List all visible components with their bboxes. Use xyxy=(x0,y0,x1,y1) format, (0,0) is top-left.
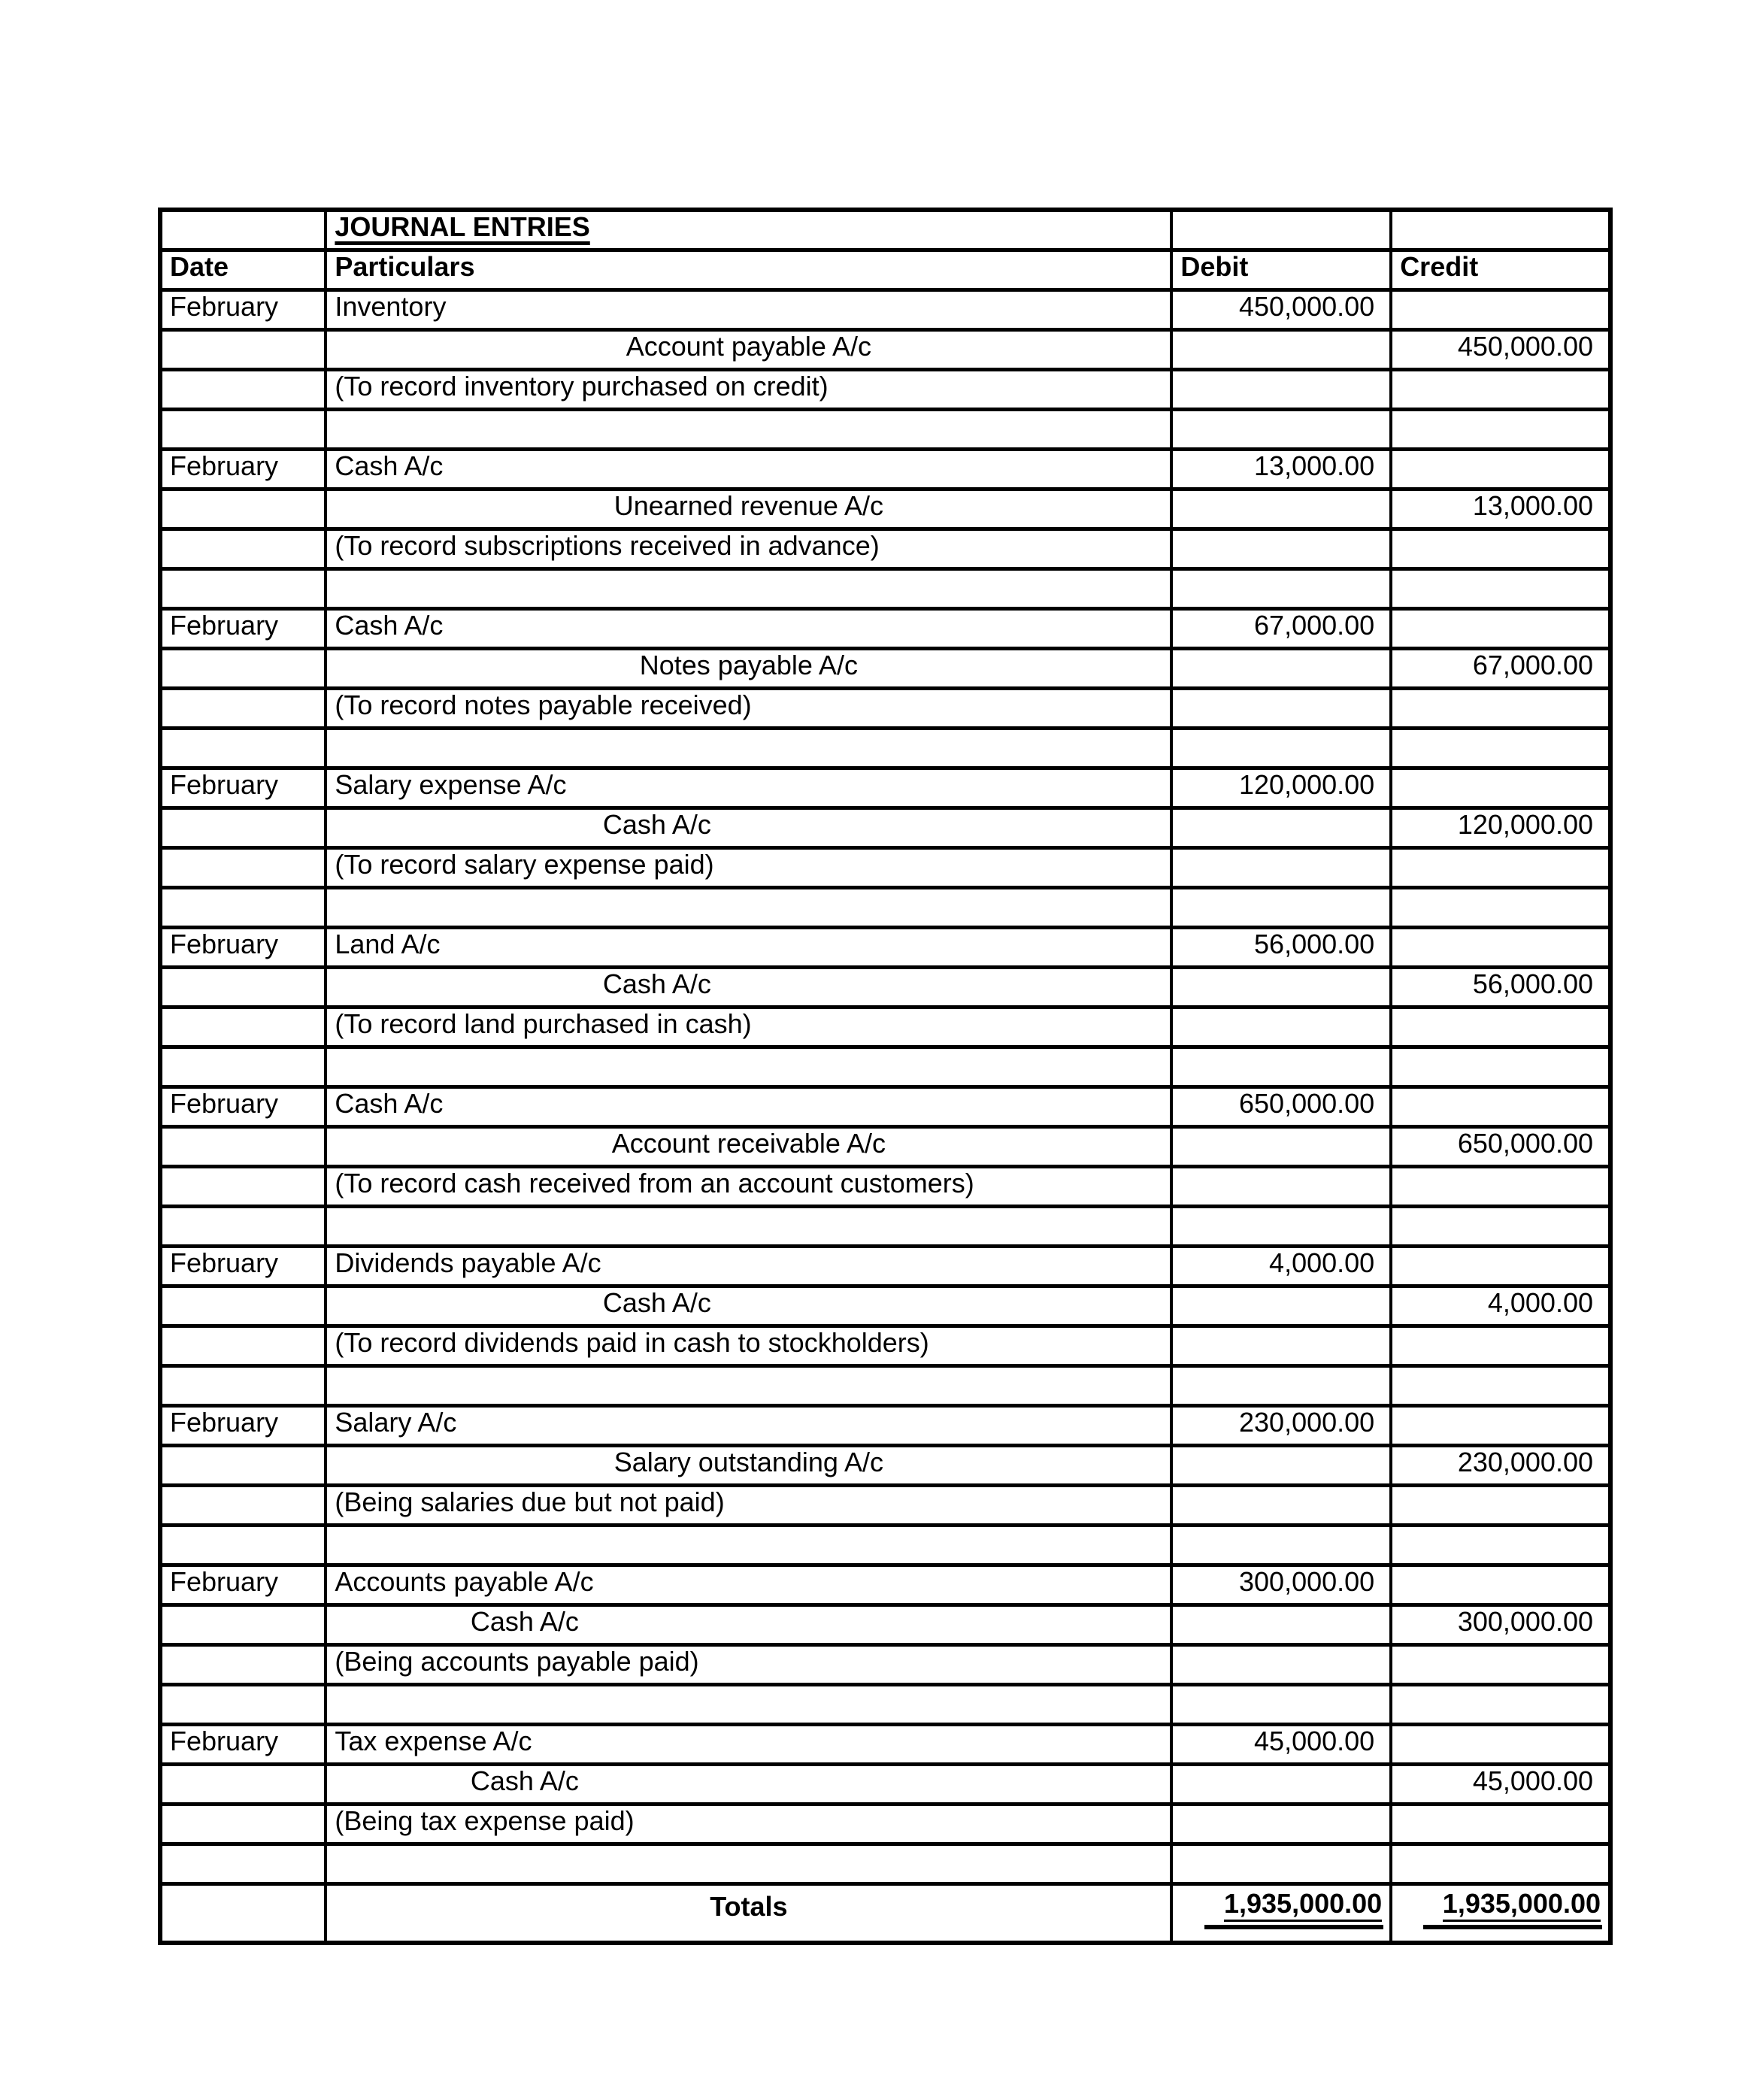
title-credit-empty-cell xyxy=(1392,212,1608,252)
entry-9-narration-credit-empty-cell xyxy=(1392,1647,1608,1686)
entry-4-spacer-particulars-cell xyxy=(327,889,1173,929)
entry-2-narration-date-empty-cell xyxy=(162,531,327,571)
entry-3-debit-amount-cell: 67,000.00 xyxy=(1173,611,1392,650)
entry-3-spacer-credit-cell xyxy=(1392,730,1608,770)
entry-4-spacer-date-cell xyxy=(162,889,327,929)
entry-3-narration-row xyxy=(162,690,1608,730)
entry-2-debit-account-cell: Cash A/c xyxy=(327,451,1173,491)
entry-5-credit-date-empty-cell xyxy=(162,969,327,1009)
totals-credit-underline xyxy=(1423,1889,1602,1929)
entry-8-credit-account-text: Salary outstanding A/c xyxy=(613,1447,883,1478)
entry-10-debit-amount-empty-cell xyxy=(1173,1766,1392,1806)
entry-7-spacer-date-cell xyxy=(162,1368,327,1408)
entry-7-credit-date-empty-cell xyxy=(162,1288,327,1328)
journal-title: JOURNAL ENTRIES xyxy=(335,212,590,243)
entry-8-debit-amount-empty-cell xyxy=(1173,1447,1392,1487)
entry-10-narration-cell: (Being tax expense paid) xyxy=(327,1806,1173,1846)
entry-3-credit-row xyxy=(162,650,1608,690)
entry-1-narration-credit-empty-cell xyxy=(1392,371,1608,411)
entry-7-spacer-particulars-cell xyxy=(327,1368,1173,1408)
entry-5-credit-amount-empty-cell xyxy=(1392,929,1608,969)
entry-1-narration-debit-empty-cell xyxy=(1173,371,1392,411)
entry-1-debit-account-cell: Inventory xyxy=(327,292,1173,332)
entry-6-debit-amount-cell: 650,000.00 xyxy=(1173,1089,1392,1129)
entry-3-spacer-debit-cell xyxy=(1173,730,1392,770)
entry-9-narration-row xyxy=(162,1647,1608,1686)
entry-6-credit-date-empty-cell xyxy=(162,1129,327,1168)
entry-8-narration-cell: (Being salaries due but not paid) xyxy=(327,1487,1173,1527)
entry-7-debit-amount-empty-cell xyxy=(1173,1288,1392,1328)
col-header-date: Date xyxy=(162,252,327,292)
entry-6-narration-row xyxy=(162,1168,1608,1208)
entry-8-spacer-row xyxy=(162,1527,1608,1567)
entry-1-credit-row xyxy=(162,332,1608,371)
entry-5-spacer-debit-cell xyxy=(1173,1049,1392,1089)
entry-2-narration-credit-empty-cell xyxy=(1392,531,1608,571)
entry-2-credit-account-text: Unearned revenue A/c xyxy=(613,491,883,522)
journal-entries-table xyxy=(158,208,1613,1945)
entry-1-debit-amount-cell: 450,000.00 xyxy=(1173,292,1392,332)
totals-label-cell xyxy=(327,1886,1173,1941)
entry-1-narration-cell: (To record inventory purchased on credit) xyxy=(327,371,1173,411)
entry-3-spacer-date-cell xyxy=(162,730,327,770)
entry-9-debit-amount-empty-cell xyxy=(1173,1607,1392,1647)
entry-2-spacer-row xyxy=(162,571,1608,611)
entry-6-spacer-credit-cell xyxy=(1392,1208,1608,1248)
totals-credit-amount: 1,935,000.00 xyxy=(1443,1889,1601,1922)
entry-4-debit-amount-empty-cell xyxy=(1173,810,1392,850)
entry-2-credit-row xyxy=(162,491,1608,531)
entry-7-spacer-row xyxy=(162,1368,1608,1408)
entry-3-debit-account-cell: Cash A/c xyxy=(327,611,1173,650)
entry-9-spacer-row xyxy=(162,1686,1608,1726)
entry-1-spacer-debit-cell xyxy=(1173,411,1392,451)
col-header-debit: Debit xyxy=(1173,252,1392,292)
entry-2-spacer-credit-cell xyxy=(1392,571,1608,611)
entry-8-credit-amount-cell: 230,000.00 xyxy=(1392,1447,1608,1487)
entry-10-spacer-particulars-cell xyxy=(327,1846,1173,1886)
entry-4-narration-debit-empty-cell xyxy=(1173,850,1392,889)
entry-5-narration-date-empty-cell xyxy=(162,1009,327,1049)
entry-9-narration-debit-empty-cell xyxy=(1173,1647,1392,1686)
entry-6-spacer-date-cell xyxy=(162,1208,327,1248)
entry-5-debit-account-cell: Land A/c xyxy=(327,929,1173,969)
entry-2-credit-amount-cell: 13,000.00 xyxy=(1392,491,1608,531)
entry-1-spacer-row xyxy=(162,411,1608,451)
totals-label: Totals xyxy=(710,1890,788,1922)
entry-3-narration-debit-empty-cell xyxy=(1173,690,1392,730)
entry-1-credit-account-text: Account payable A/c xyxy=(626,332,871,362)
entry-2-narration-row xyxy=(162,531,1608,571)
entry-9-spacer-particulars-cell xyxy=(327,1686,1173,1726)
entry-7-narration-cell: (To record dividends paid in cash to stockholders) xyxy=(327,1328,1173,1368)
entry-7-narration-credit-empty-cell xyxy=(1392,1328,1608,1368)
entry-9-narration-cell: (Being accounts payable paid) xyxy=(327,1647,1173,1686)
entry-1-credit-amount-cell: 450,000.00 xyxy=(1392,332,1608,371)
entry-1-narration-row xyxy=(162,371,1608,411)
entry-6-date-cell: February xyxy=(162,1089,327,1129)
entry-5-narration-debit-empty-cell xyxy=(1173,1009,1392,1049)
entry-10-narration-credit-empty-cell xyxy=(1392,1806,1608,1846)
entry-7-debit-row xyxy=(162,1248,1608,1288)
entry-4-date-cell: February xyxy=(162,770,327,810)
entry-4-narration-cell: (To record salary expense paid) xyxy=(327,850,1173,889)
entry-9-credit-row xyxy=(162,1607,1608,1647)
entry-3-spacer-row xyxy=(162,730,1608,770)
entry-10-narration-debit-empty-cell xyxy=(1173,1806,1392,1846)
totals-row xyxy=(162,1886,1608,1941)
totals-debit-underline xyxy=(1204,1889,1383,1929)
column-header-row xyxy=(162,252,1608,292)
entry-2-debit-amount-cell: 13,000.00 xyxy=(1173,451,1392,491)
entry-4-credit-amount-empty-cell xyxy=(1392,770,1608,810)
entry-2-credit-account-cell xyxy=(327,491,1173,531)
entry-8-debit-account-cell: Salary A/c xyxy=(327,1408,1173,1447)
entry-4-credit-row xyxy=(162,810,1608,850)
entry-10-debit-account-cell: Tax expense A/c xyxy=(327,1726,1173,1766)
entry-7-date-cell: February xyxy=(162,1248,327,1288)
entry-7-credit-account-cell xyxy=(327,1288,1173,1328)
entry-2-spacer-particulars-cell xyxy=(327,571,1173,611)
entry-1-credit-amount-empty-cell xyxy=(1392,292,1608,332)
entry-10-narration-row xyxy=(162,1806,1608,1846)
entry-6-narration-credit-empty-cell xyxy=(1392,1168,1608,1208)
entry-5-narration-cell: (To record land purchased in cash) xyxy=(327,1009,1173,1049)
entry-1-spacer-credit-cell xyxy=(1392,411,1608,451)
entry-10-date-cell: February xyxy=(162,1726,327,1766)
entry-6-credit-amount-cell: 650,000.00 xyxy=(1392,1129,1608,1168)
entry-7-spacer-credit-cell xyxy=(1392,1368,1608,1408)
entry-2-narration-cell: (To record subscriptions received in advance) xyxy=(327,531,1173,571)
entry-5-debit-amount-empty-cell xyxy=(1173,969,1392,1009)
entry-9-credit-amount-empty-cell xyxy=(1392,1567,1608,1607)
entry-7-spacer-debit-cell xyxy=(1173,1368,1392,1408)
entry-3-narration-date-empty-cell xyxy=(162,690,327,730)
entry-6-narration-cell: (To record cash received from an account customers) xyxy=(327,1168,1173,1208)
entry-1-spacer-date-cell xyxy=(162,411,327,451)
entry-6-debit-account-cell: Cash A/c xyxy=(327,1089,1173,1129)
entry-3-debit-amount-empty-cell xyxy=(1173,650,1392,690)
entry-3-credit-account-cell xyxy=(327,650,1173,690)
col-header-credit: Credit xyxy=(1392,252,1608,292)
entry-8-spacer-debit-cell xyxy=(1173,1527,1392,1567)
entry-5-credit-amount-cell: 56,000.00 xyxy=(1392,969,1608,1009)
title-date-empty-cell xyxy=(162,212,327,252)
entry-7-narration-debit-empty-cell xyxy=(1173,1328,1392,1368)
entry-10-credit-amount-cell: 45,000.00 xyxy=(1392,1766,1608,1806)
entry-5-narration-row xyxy=(162,1009,1608,1049)
entry-10-credit-account-text: Cash A/c xyxy=(470,1766,579,1797)
entry-8-spacer-particulars-cell xyxy=(327,1527,1173,1567)
entry-9-debit-row xyxy=(162,1567,1608,1607)
entry-1-credit-date-empty-cell xyxy=(162,332,327,371)
entry-4-debit-amount-cell: 120,000.00 xyxy=(1173,770,1392,810)
entry-10-spacer-debit-cell xyxy=(1173,1846,1392,1886)
entry-4-narration-credit-empty-cell xyxy=(1392,850,1608,889)
totals-credit-cell xyxy=(1392,1886,1608,1941)
title-debit-empty-cell xyxy=(1173,212,1392,252)
entry-8-date-cell: February xyxy=(162,1408,327,1447)
entry-8-credit-date-empty-cell xyxy=(162,1447,327,1487)
entry-10-credit-row xyxy=(162,1766,1608,1806)
entry-5-spacer-row xyxy=(162,1049,1608,1089)
entry-3-debit-row xyxy=(162,611,1608,650)
entry-10-spacer-credit-cell xyxy=(1392,1846,1608,1886)
entry-2-spacer-debit-cell xyxy=(1173,571,1392,611)
entry-3-narration-credit-empty-cell xyxy=(1392,690,1608,730)
entry-4-narration-date-empty-cell xyxy=(162,850,327,889)
entry-1-credit-account-cell xyxy=(327,332,1173,371)
entry-6-credit-account-cell xyxy=(327,1129,1173,1168)
entry-10-spacer-row xyxy=(162,1846,1608,1886)
entry-2-narration-debit-empty-cell xyxy=(1173,531,1392,571)
entry-4-credit-account-cell xyxy=(327,810,1173,850)
totals-debit-cell xyxy=(1173,1886,1392,1941)
entry-8-spacer-date-cell xyxy=(162,1527,327,1567)
entry-3-narration-cell: (To record notes payable received) xyxy=(327,690,1173,730)
entry-10-spacer-date-cell xyxy=(162,1846,327,1886)
entry-7-narration-date-empty-cell xyxy=(162,1328,327,1368)
entry-7-credit-account-text: Cash A/c xyxy=(602,1288,711,1319)
entry-10-credit-account-cell xyxy=(327,1766,1173,1806)
entry-10-narration-date-empty-cell xyxy=(162,1806,327,1846)
entry-9-debit-amount-cell: 300,000.00 xyxy=(1173,1567,1392,1607)
entry-8-credit-account-cell xyxy=(327,1447,1173,1487)
entry-5-credit-account-text: Cash A/c xyxy=(602,969,711,1000)
entry-2-debit-row xyxy=(162,451,1608,491)
entry-9-spacer-debit-cell xyxy=(1173,1686,1392,1726)
entry-9-credit-date-empty-cell xyxy=(162,1607,327,1647)
entry-7-narration-row xyxy=(162,1328,1608,1368)
entry-6-credit-amount-empty-cell xyxy=(1392,1089,1608,1129)
journal-entries-body xyxy=(162,292,1608,1886)
entry-6-debit-amount-empty-cell xyxy=(1173,1129,1392,1168)
entry-3-credit-amount-empty-cell xyxy=(1392,611,1608,650)
entry-5-spacer-particulars-cell xyxy=(327,1049,1173,1089)
col-header-particulars: Particulars xyxy=(327,252,1173,292)
entry-5-narration-credit-empty-cell xyxy=(1392,1009,1608,1049)
entry-1-debit-amount-empty-cell xyxy=(1173,332,1392,371)
entry-8-debit-amount-cell: 230,000.00 xyxy=(1173,1408,1392,1447)
entry-6-credit-row xyxy=(162,1129,1608,1168)
entry-2-credit-amount-empty-cell xyxy=(1392,451,1608,491)
entry-9-spacer-date-cell xyxy=(162,1686,327,1726)
title-row xyxy=(162,212,1608,252)
entry-8-narration-row xyxy=(162,1487,1608,1527)
entry-4-narration-row xyxy=(162,850,1608,889)
entry-7-credit-amount-cell: 4,000.00 xyxy=(1392,1288,1608,1328)
entry-8-narration-credit-empty-cell xyxy=(1392,1487,1608,1527)
entry-9-credit-account-cell xyxy=(327,1607,1173,1647)
entry-1-debit-row xyxy=(162,292,1608,332)
entry-8-debit-row xyxy=(162,1408,1608,1447)
entry-4-debit-row xyxy=(162,770,1608,810)
entry-4-spacer-row xyxy=(162,889,1608,929)
entry-7-debit-account-cell: Dividends payable A/c xyxy=(327,1248,1173,1288)
entry-1-date-cell: February xyxy=(162,292,327,332)
entry-7-credit-row xyxy=(162,1288,1608,1328)
entry-4-credit-account-text: Cash A/c xyxy=(602,810,711,841)
entry-6-credit-account-text: Account receivable A/c xyxy=(611,1129,886,1159)
entry-4-credit-amount-cell: 120,000.00 xyxy=(1392,810,1608,850)
entry-7-credit-amount-empty-cell xyxy=(1392,1248,1608,1288)
entry-10-credit-date-empty-cell xyxy=(162,1766,327,1806)
entry-2-date-cell: February xyxy=(162,451,327,491)
entry-6-spacer-row xyxy=(162,1208,1608,1248)
entry-8-spacer-credit-cell xyxy=(1392,1527,1608,1567)
entry-10-debit-row xyxy=(162,1726,1608,1766)
entry-3-credit-amount-cell: 67,000.00 xyxy=(1392,650,1608,690)
entry-6-narration-date-empty-cell xyxy=(162,1168,327,1208)
entry-1-narration-date-empty-cell xyxy=(162,371,327,411)
entry-4-spacer-credit-cell xyxy=(1392,889,1608,929)
entry-9-spacer-credit-cell xyxy=(1392,1686,1608,1726)
entry-7-debit-amount-cell: 4,000.00 xyxy=(1173,1248,1392,1288)
entry-6-spacer-particulars-cell xyxy=(327,1208,1173,1248)
entry-8-narration-date-empty-cell xyxy=(162,1487,327,1527)
entry-8-credit-row xyxy=(162,1447,1608,1487)
entry-9-date-cell: February xyxy=(162,1567,327,1607)
entry-6-debit-row xyxy=(162,1089,1608,1129)
journal-title-cell xyxy=(327,212,1173,252)
entry-3-spacer-particulars-cell xyxy=(327,730,1173,770)
entry-5-date-cell: February xyxy=(162,929,327,969)
entry-10-debit-amount-cell: 45,000.00 xyxy=(1173,1726,1392,1766)
entry-3-credit-date-empty-cell xyxy=(162,650,327,690)
entry-8-narration-debit-empty-cell xyxy=(1173,1487,1392,1527)
entry-2-credit-date-empty-cell xyxy=(162,491,327,531)
entry-3-date-cell: February xyxy=(162,611,327,650)
entry-9-credit-amount-cell: 300,000.00 xyxy=(1392,1607,1608,1647)
entry-3-credit-account-text: Notes payable A/c xyxy=(639,650,858,681)
entry-5-credit-row xyxy=(162,969,1608,1009)
entry-4-credit-date-empty-cell xyxy=(162,810,327,850)
entry-9-credit-account-text: Cash A/c xyxy=(470,1607,579,1638)
entry-4-debit-account-cell: Salary expense A/c xyxy=(327,770,1173,810)
entry-9-narration-date-empty-cell xyxy=(162,1647,327,1686)
entry-2-debit-amount-empty-cell xyxy=(1173,491,1392,531)
totals-debit-amount: 1,935,000.00 xyxy=(1224,1889,1382,1922)
entry-10-credit-amount-empty-cell xyxy=(1392,1726,1608,1766)
entry-9-debit-account-cell: Accounts payable A/c xyxy=(327,1567,1173,1607)
entry-6-spacer-debit-cell xyxy=(1173,1208,1392,1248)
entry-5-debit-amount-cell: 56,000.00 xyxy=(1173,929,1392,969)
totals-date-empty-cell xyxy=(162,1886,327,1941)
entry-2-spacer-date-cell xyxy=(162,571,327,611)
entry-5-debit-row xyxy=(162,929,1608,969)
entry-5-spacer-credit-cell xyxy=(1392,1049,1608,1089)
entry-6-narration-debit-empty-cell xyxy=(1173,1168,1392,1208)
entry-5-spacer-date-cell xyxy=(162,1049,327,1089)
entry-8-credit-amount-empty-cell xyxy=(1392,1408,1608,1447)
entry-5-credit-account-cell xyxy=(327,969,1173,1009)
entry-4-spacer-debit-cell xyxy=(1173,889,1392,929)
entry-1-spacer-particulars-cell xyxy=(327,411,1173,451)
